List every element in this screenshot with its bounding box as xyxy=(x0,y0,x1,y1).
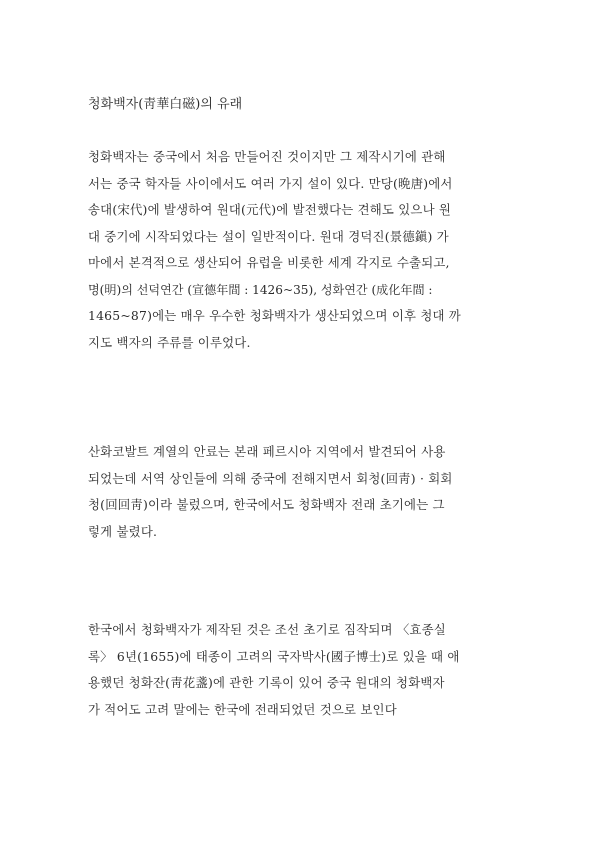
text-line: 용했던 청화잔(靑花盞)에 관한 기록이 있어 중국 원대의 청화백자 xyxy=(88,675,445,690)
text-line: 1465~87)에는 매우 우수한 청화백자가 생산되었으며 이후 청대 까 xyxy=(88,308,461,323)
text-line: 되었는데 서역 상인들에 의해 중국에 전해지면서 회청(回靑) · 회회 xyxy=(88,470,453,486)
text-line: 서는 중국 학자들 사이에서도 여러 가지 설이 있다. 만당(晩唐)에서 xyxy=(88,175,453,191)
document-title: 청화백자(靑華白磁)의 유래 xyxy=(88,97,243,112)
text-line: 지도 백자의 주류를 이루었다. xyxy=(88,334,251,350)
text-line: 청(回回靑)이라 불렀으며, 한국에서도 청화백자 전래 초기에는 그 xyxy=(88,497,445,512)
paragraph-3 xyxy=(88,617,520,723)
text-line: 명(明)의 선덕연간 (宣德年間 : 1426~35), 성화연간 (成化年間 : xyxy=(88,282,433,297)
paragraph-2 xyxy=(88,439,520,545)
text-line: 대 중기에 시작되었다는 설이 일반적이다. 원대 경덕진(景德鎭) 가 xyxy=(88,228,449,244)
text-line: 렇게 불렸다. xyxy=(88,523,158,539)
text-line: 청화백자는 중국에서 처음 만들어진 것이지만 그 제작시기에 관해 xyxy=(88,149,446,164)
text-line: 마에서 본격적으로 생산되어 유럽을 비롯한 세계 각지로 수출되고, xyxy=(88,255,450,270)
text-line: 한국에서 청화백자가 제작된 것은 조선 초기로 짐작되며 〈효종실 xyxy=(88,622,446,637)
text-line: 송대(宋代)에 발생하여 원대(元代)에 발전했다는 견해도 있으나 원 xyxy=(88,202,452,217)
text-line: 록〉 6년(1655)에 태종이 고려의 국자박사(國子博士)로 있을 때 애 xyxy=(88,648,460,664)
text-line: 산화코발트 계열의 안료는 본래 페르시아 지역에서 발견되어 사용 xyxy=(88,444,446,459)
paragraph-1 xyxy=(88,144,520,356)
text-line: 가 적어도 고려 말에는 한국에 전래되었던 것으로 보인다 xyxy=(88,701,397,717)
